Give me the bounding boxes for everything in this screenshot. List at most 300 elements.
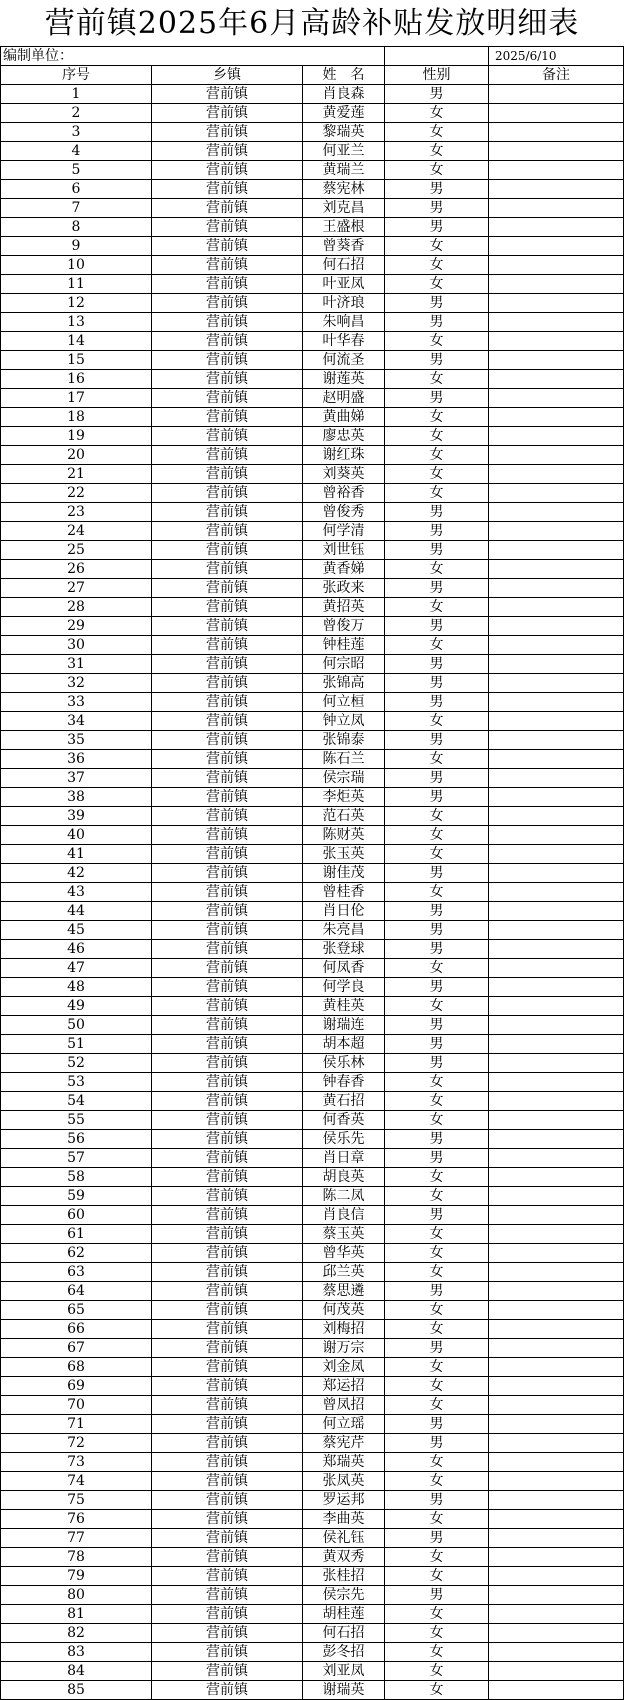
cell-gender: 男 [385,1130,489,1149]
table-row [1,617,624,636]
table-row [1,883,624,902]
cell-name: 胡良英 [303,1168,385,1187]
cell-remark [489,180,624,199]
cell-index: 63 [1,1263,152,1282]
table-row [1,921,624,940]
cell-name: 侯乐先 [303,1130,385,1149]
table-row [1,807,624,826]
table-row [1,1073,624,1092]
table-row [1,1130,624,1149]
cell-index: 48 [1,978,152,997]
table-row [1,1339,624,1358]
cell-remark [489,579,624,598]
table-row [1,693,624,712]
cell-town: 营前镇 [152,1339,303,1358]
cell-index: 61 [1,1225,152,1244]
cell-gender: 女 [385,1168,489,1187]
cell-gender: 女 [385,598,489,617]
cell-town: 营前镇 [152,351,303,370]
table-row [1,1263,624,1282]
table-row [1,1358,624,1377]
cell-index: 66 [1,1320,152,1339]
cell-town: 营前镇 [152,978,303,997]
table-row [1,370,624,389]
cell-remark [489,1491,624,1510]
table-row [1,1092,624,1111]
cell-name: 蔡宪林 [303,180,385,199]
cell-town: 营前镇 [152,1301,303,1320]
cell-remark [489,826,624,845]
cell-remark [489,1377,624,1396]
cell-remark [489,294,624,313]
cell-index: 31 [1,655,152,674]
cell-gender: 女 [385,427,489,446]
table-row [1,256,624,275]
cell-gender: 女 [385,1396,489,1415]
cell-gender: 女 [385,845,489,864]
table-row [1,199,624,218]
cell-remark [489,1396,624,1415]
cell-remark [489,731,624,750]
cell-index: 70 [1,1396,152,1415]
cell-name: 谢佳茂 [303,864,385,883]
table-row [1,1529,624,1548]
cell-name: 何香英 [303,1111,385,1130]
cell-index: 25 [1,541,152,560]
cell-name: 赵明盛 [303,389,385,408]
cell-town: 营前镇 [152,636,303,655]
table-row [1,1168,624,1187]
cell-name: 何学良 [303,978,385,997]
cell-remark [489,1111,624,1130]
cell-name: 罗运邦 [303,1491,385,1510]
table-row [1,294,624,313]
cell-index: 60 [1,1206,152,1225]
cell-remark [489,1244,624,1263]
cell-town: 营前镇 [152,902,303,921]
cell-name: 侯礼钰 [303,1529,385,1548]
cell-name: 张政来 [303,579,385,598]
subsidy-table [0,46,624,1700]
cell-name: 曾俊秀 [303,503,385,522]
cell-town: 营前镇 [152,1358,303,1377]
cell-remark [489,1092,624,1111]
cell-index: 51 [1,1035,152,1054]
cell-index: 71 [1,1415,152,1434]
cell-index: 18 [1,408,152,427]
cell-remark [489,1472,624,1491]
cell-remark [489,275,624,294]
cell-town: 营前镇 [152,788,303,807]
meta-row [1,47,624,66]
table-row [1,1320,624,1339]
cell-name: 何宗昭 [303,655,385,674]
cell-gender: 女 [385,275,489,294]
cell-gender: 女 [385,1377,489,1396]
cell-name: 肖日章 [303,1149,385,1168]
cell-name: 刘金凤 [303,1358,385,1377]
cell-remark [489,1453,624,1472]
cell-name: 范石英 [303,807,385,826]
cell-name: 黄招英 [303,598,385,617]
cell-index: 35 [1,731,152,750]
cell-index: 62 [1,1244,152,1263]
cell-name: 黄曲娣 [303,408,385,427]
cell-gender: 女 [385,826,489,845]
cell-index: 72 [1,1434,152,1453]
cell-town: 营前镇 [152,104,303,123]
table-row [1,408,624,427]
table-row [1,1206,624,1225]
cell-town: 营前镇 [152,959,303,978]
cell-town: 营前镇 [152,446,303,465]
cell-remark [489,883,624,902]
cell-gender: 男 [385,579,489,598]
cell-town: 营前镇 [152,826,303,845]
cell-town: 营前镇 [152,1244,303,1263]
cell-town: 营前镇 [152,1662,303,1681]
cell-index: 55 [1,1111,152,1130]
table-row [1,1510,624,1529]
cell-gender: 男 [385,940,489,959]
cell-town: 营前镇 [152,1472,303,1491]
cell-index: 47 [1,959,152,978]
cell-name: 肖日伦 [303,902,385,921]
cell-index: 33 [1,693,152,712]
cell-name: 侯宗瑞 [303,769,385,788]
cell-remark [489,997,624,1016]
table-row [1,446,624,465]
table-row [1,788,624,807]
cell-remark [489,446,624,465]
header-town: 乡镇 [152,66,303,85]
cell-remark [489,199,624,218]
table-row [1,902,624,921]
cell-gender: 男 [385,617,489,636]
cell-gender: 女 [385,883,489,902]
cell-gender: 男 [385,864,489,883]
cell-index: 13 [1,313,152,332]
cell-town: 营前镇 [152,1396,303,1415]
page-title: 营前镇2025年6月高龄补贴发放明细表 [44,6,580,41]
cell-name: 侯宗先 [303,1586,385,1605]
cell-remark [489,1586,624,1605]
cell-name: 刘葵英 [303,465,385,484]
cell-index: 40 [1,826,152,845]
cell-index: 76 [1,1510,152,1529]
cell-name: 何石招 [303,1624,385,1643]
cell-gender: 女 [385,104,489,123]
cell-town: 营前镇 [152,997,303,1016]
cell-index: 6 [1,180,152,199]
cell-gender: 女 [385,1244,489,1263]
cell-remark [489,1282,624,1301]
cell-gender: 男 [385,1339,489,1358]
cell-remark [489,408,624,427]
cell-remark [489,313,624,332]
table-row [1,522,624,541]
table-row [1,180,624,199]
cell-name: 曾俊万 [303,617,385,636]
cell-remark [489,617,624,636]
cell-index: 41 [1,845,152,864]
cell-name: 刘亚凤 [303,1662,385,1681]
cell-town: 营前镇 [152,1263,303,1282]
cell-gender: 男 [385,1206,489,1225]
cell-town: 营前镇 [152,1510,303,1529]
cell-town: 营前镇 [152,1225,303,1244]
cell-remark [489,1548,624,1567]
cell-gender: 女 [385,1605,489,1624]
cell-remark [489,522,624,541]
cell-index: 30 [1,636,152,655]
cell-remark [489,85,624,104]
cell-name: 黄爱莲 [303,104,385,123]
cell-index: 39 [1,807,152,826]
cell-index: 85 [1,1681,152,1700]
cell-index: 7 [1,199,152,218]
cell-gender: 女 [385,1472,489,1491]
cell-town: 营前镇 [152,294,303,313]
cell-index: 43 [1,883,152,902]
table-row [1,1624,624,1643]
cell-remark [489,712,624,731]
cell-gender: 女 [385,750,489,769]
cell-remark [489,598,624,617]
cell-name: 钟立凤 [303,712,385,731]
cell-town: 营前镇 [152,1377,303,1396]
cell-index: 80 [1,1586,152,1605]
cell-gender: 男 [385,921,489,940]
cell-town: 营前镇 [152,1415,303,1434]
cell-gender: 男 [385,541,489,560]
cell-index: 77 [1,1529,152,1548]
cell-town: 营前镇 [152,1130,303,1149]
cell-index: 82 [1,1624,152,1643]
cell-gender: 女 [385,997,489,1016]
cell-index: 5 [1,161,152,180]
cell-gender: 女 [385,408,489,427]
cell-name: 肖良森 [303,85,385,104]
cell-gender: 男 [385,788,489,807]
table-row [1,237,624,256]
cell-name: 蔡宪芹 [303,1434,385,1453]
cell-name: 李曲英 [303,1510,385,1529]
cell-name: 张玉英 [303,845,385,864]
cell-remark [489,1339,624,1358]
cell-name: 黎瑞英 [303,123,385,142]
cell-gender: 男 [385,1434,489,1453]
cell-name: 张桂招 [303,1567,385,1586]
cell-remark [489,1415,624,1434]
cell-remark [489,1054,624,1073]
cell-town: 营前镇 [152,750,303,769]
cell-remark [489,674,624,693]
cell-name: 刘梅招 [303,1320,385,1339]
cell-index: 79 [1,1567,152,1586]
cell-gender: 男 [385,1016,489,1035]
cell-remark [489,123,624,142]
cell-index: 15 [1,351,152,370]
table-row [1,712,624,731]
cell-gender: 女 [385,1263,489,1282]
cell-index: 36 [1,750,152,769]
table-row [1,427,624,446]
cell-gender: 女 [385,484,489,503]
cell-name: 何立桓 [303,693,385,712]
cell-gender: 女 [385,142,489,161]
cell-town: 营前镇 [152,712,303,731]
cell-remark [489,256,624,275]
cell-town: 营前镇 [152,161,303,180]
cell-town: 营前镇 [152,142,303,161]
table-row [1,560,624,579]
table-row [1,978,624,997]
table-row [1,218,624,237]
cell-index: 29 [1,617,152,636]
cell-index: 67 [1,1339,152,1358]
cell-remark [489,959,624,978]
table-row [1,731,624,750]
cell-name: 谢瑞英 [303,1681,385,1700]
cell-index: 24 [1,522,152,541]
table-row [1,997,624,1016]
table-row [1,1434,624,1453]
table-row [1,1586,624,1605]
cell-town: 营前镇 [152,218,303,237]
table-row [1,1662,624,1681]
cell-gender: 男 [385,1491,489,1510]
cell-remark [489,560,624,579]
cell-gender: 女 [385,636,489,655]
cell-gender: 女 [385,465,489,484]
cell-index: 58 [1,1168,152,1187]
cell-town: 营前镇 [152,579,303,598]
cell-name: 曾凤招 [303,1396,385,1415]
cell-gender: 女 [385,1358,489,1377]
cell-town: 营前镇 [152,807,303,826]
cell-index: 42 [1,864,152,883]
table-row [1,750,624,769]
header-index: 序号 [1,66,152,85]
cell-name: 郑运招 [303,1377,385,1396]
cell-index: 54 [1,1092,152,1111]
table-row [1,769,624,788]
cell-name: 何亚兰 [303,142,385,161]
cell-remark [489,750,624,769]
cell-town: 营前镇 [152,1054,303,1073]
cell-gender: 男 [385,1149,489,1168]
cell-remark [489,1624,624,1643]
cell-index: 81 [1,1605,152,1624]
cell-index: 49 [1,997,152,1016]
meta-empty-cell [385,47,489,66]
cell-remark [489,1529,624,1548]
cell-town: 营前镇 [152,1016,303,1035]
cell-remark [489,1130,624,1149]
cell-index: 32 [1,674,152,693]
cell-gender: 男 [385,655,489,674]
cell-name: 刘克昌 [303,199,385,218]
cell-town: 营前镇 [152,408,303,427]
cell-index: 65 [1,1301,152,1320]
cell-remark [489,484,624,503]
cell-name: 谢瑞连 [303,1016,385,1035]
cell-gender: 男 [385,389,489,408]
cell-gender: 男 [385,902,489,921]
cell-gender: 女 [385,807,489,826]
cell-index: 17 [1,389,152,408]
cell-name: 叶济琅 [303,294,385,313]
table-row [1,1472,624,1491]
cell-gender: 女 [385,1187,489,1206]
cell-town: 营前镇 [152,921,303,940]
table-row [1,1491,624,1510]
cell-gender: 男 [385,85,489,104]
cell-town: 营前镇 [152,1073,303,1092]
cell-town: 营前镇 [152,1206,303,1225]
cell-index: 84 [1,1662,152,1681]
cell-gender: 男 [385,1586,489,1605]
cell-name: 曾葵香 [303,237,385,256]
cell-town: 营前镇 [152,1567,303,1586]
cell-name: 李炬英 [303,788,385,807]
table-row [1,1054,624,1073]
table-row [1,104,624,123]
cell-index: 83 [1,1643,152,1662]
cell-remark [489,237,624,256]
cell-index: 34 [1,712,152,731]
cell-town: 营前镇 [152,1548,303,1567]
cell-index: 75 [1,1491,152,1510]
cell-remark [489,1035,624,1054]
cell-index: 68 [1,1358,152,1377]
cell-name: 陈财英 [303,826,385,845]
cell-name: 谢莲英 [303,370,385,389]
cell-remark [489,807,624,826]
cell-remark [489,1434,624,1453]
cell-index: 78 [1,1548,152,1567]
cell-town: 营前镇 [152,503,303,522]
header-row [1,66,624,85]
cell-gender: 男 [385,693,489,712]
cell-town: 营前镇 [152,883,303,902]
cell-index: 4 [1,142,152,161]
cell-index: 28 [1,598,152,617]
cell-index: 37 [1,769,152,788]
cell-name: 胡桂莲 [303,1605,385,1624]
cell-name: 何立瑶 [303,1415,385,1434]
cell-index: 44 [1,902,152,921]
cell-town: 营前镇 [152,370,303,389]
cell-index: 59 [1,1187,152,1206]
cell-remark [489,1567,624,1586]
cell-remark [489,978,624,997]
cell-remark [489,655,624,674]
cell-name: 侯乐林 [303,1054,385,1073]
cell-name: 叶华春 [303,332,385,351]
table-row [1,579,624,598]
table-row [1,275,624,294]
cell-gender: 女 [385,1320,489,1339]
cell-town: 营前镇 [152,1187,303,1206]
cell-town: 营前镇 [152,1529,303,1548]
cell-name: 何凤香 [303,959,385,978]
cell-gender: 女 [385,256,489,275]
cell-remark [489,921,624,940]
cell-name: 彭冬招 [303,1643,385,1662]
cell-name: 曾桂香 [303,883,385,902]
